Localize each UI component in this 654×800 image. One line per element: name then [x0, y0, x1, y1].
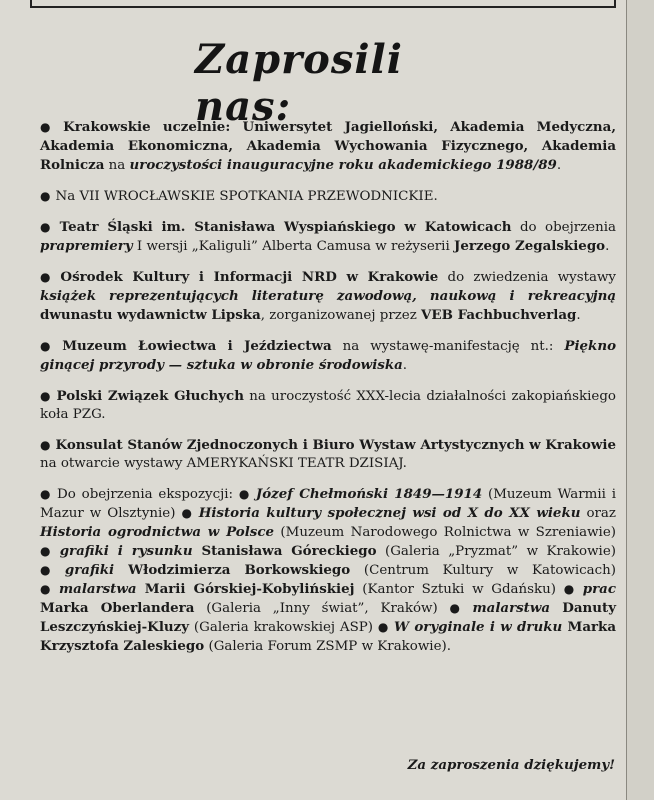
bullet-icon: ●	[40, 339, 58, 353]
bullet-icon: ●	[563, 582, 578, 596]
exhibitions-paragraph: ● Do obejrzenia ekspozycji: ● Józef Chełmoński 1849—1914 (Muzeum Warmii i Mazur w Olsztynie) ● Historia kultury społecznej wsi od X do XX wieku oraz Historia ogrodnictwa w Polsce (Muzeum Narodowego Rolnictwa w Szreniawie) ● grafiki i rysunku Stanisława Góreckiego (Galeria „Pryzmat” w Krakowie) ● grafiki Włodzimierza Borkowskiego (Centrum Kultury w Katowicach) ● malarstwa Marii Górskiej-Kobylińskiej (Kantor Sztuki w Gdańsku) ● prac Marka Oberlandera (Galeria „Inny świat”, Kraków) ● malarstwa Danuty Leszczyńskiej-Kluzy (Galeria krakowskiej ASP) ● W oryginale i w druku Marka Krzysztofa Zaleskiego (Galeria Forum ZSMP w Krakowie).	[40, 486, 617, 654]
bullet-icon: ●	[40, 544, 55, 558]
list-item: ● Konsulat Stanów Zjednoczonych i Biuro Wystaw Artystycznych w Krakowie na otwarcie wystawy AMERYKAŃSKI TEATR DZISIAJ.	[40, 437, 616, 471]
bullet-icon: ●	[40, 438, 51, 452]
bullet-icon: ●	[449, 601, 468, 615]
bullet-icon: ●	[40, 389, 52, 403]
list-item: ● Polski Związek Głuchych na uroczystość XXX-lecia działalności zakopiańskiego koła PZG.	[40, 388, 616, 422]
list-item: ● Na VII WROCŁAWSKIE SPOTKANIA PRZEWODNICKIE.	[40, 189, 438, 204]
bullet-icon: ●	[40, 120, 59, 134]
article-body	[40, 118, 616, 668]
bullet-icon: ●	[238, 487, 251, 501]
page-title: Zaprosili nas:	[195, 36, 403, 130]
bullet-icon: ●	[40, 582, 54, 596]
bullet-icon: ●	[40, 270, 56, 284]
bullet-icon: ●	[40, 563, 60, 577]
bullet-icon: ●	[40, 487, 53, 501]
bullet-icon: ●	[40, 189, 51, 203]
list-item: ● Muzeum Łowiectwa i Jeździectwa na wystawę-manifestację nt.: Piękno ginącej przyrody — sztuka w obronie środowiska.	[40, 338, 616, 373]
bullet-icon: ●	[40, 220, 55, 234]
bullet-icon: ●	[181, 506, 194, 520]
list-item: ● Ośrodek Kultury i Informacji NRD w Krakowie do zwiedzenia wystawy książek reprezentujących literaturę zawodową, naukową i rekreacyjną dwunastu wydawnictw Lipska, zorganizowanej przez VEB Fachbuchverlag.	[40, 269, 616, 323]
top-frame-rule	[30, 0, 616, 8]
closing-thanks: Za zaproszenia dziękujemy!	[407, 757, 615, 773]
list-item: ● Krakowskie uczelnie: Uniwersytet Jagielloński, Akademia Medyczna, Akademia Ekonomiczna, Akademia Wychowania Fizycznego, Akademia Rolnicza na uroczystości inauguracyjne roku akademickiego 1988/89.	[40, 119, 616, 173]
adjacent-column-edge	[626, 0, 654, 800]
list-item: ● Teatr Śląski im. Stanisława Wyspiańskiego w Katowicach do obejrzenia prapremiery I wersji „Kaliguli” Alberta Camusa w reżyserii Jerzego Zegalskiego.	[40, 219, 616, 254]
bullet-icon: ●	[377, 620, 390, 634]
